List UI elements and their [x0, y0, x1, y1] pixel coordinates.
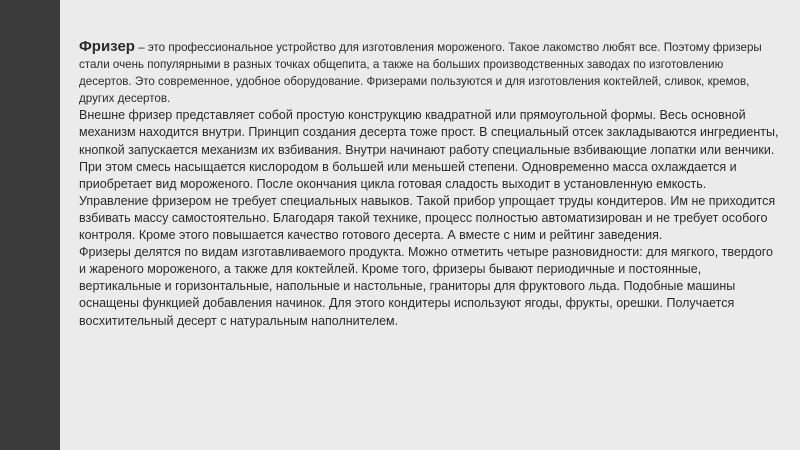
slide-text-body — [79, 38, 779, 330]
left-accent-bar — [0, 0, 60, 450]
intro-paragraph — [79, 38, 779, 107]
paragraph-control: Управление фризером не требует специальных навыков. Такой прибор упрощает труды кондитеров. Им не приходится взбивать массу самостоятельно. Благодаря такой технике, процесс полностью автоматизирован и не требует особого контроля. Кроме этого повышается качество готового десерта. А вместе с ним и рейтинг заведения. — [79, 193, 776, 243]
term-heading: Фризер — [79, 38, 135, 55]
intro-text: – это профессиональное устройство для изготовления мороженого. Такое лакомство любят все. Поэтому фризеры стали очень популярными в разных точках общепита, а также на больших производственных заводах по изготовлению десертов. Это современное, удобное оборудование. Фризерами пользуются и для изготовления коктейлей, сливок, кремов, других десертов. — [79, 41, 762, 106]
paragraph-construction: Внешне фризер представляет собой простую конструкцию квадратной или прямоугольной формы. Весь основной механизм находится внутри. Принцип создания десерта тоже прост. В специальный отсек закладываются ингредиенты, кнопкой запускается механизм их взбивания. Внутри начинают работу специальные взбивающие лопатки или венчики. При этом смесь насыщается кислородом в большей или меньшей степени. Одновременно масса охлаждается и приобретает вид мороженого. После окончания цикла готовая сладость выходит в установленную емкость. — [79, 108, 779, 191]
paragraph-types: Фризеры делятся по видам изготавливаемого продукта. Можно отметить четыре разновидности: для мягкого, твердого и жареного мороженого, а также для коктейлей. Кроме того, фризеры бывают периодичные и постоянные, вертикальные и горизонтальные, напольные и настольные, граниторы для фруктового льда. Подобные машины оснащены функцией добавления начинок. Для этого кондитеры используют ягоды, фрукты, орешки. Получается восхитительный десерт с натуральным наполнителем. — [79, 245, 774, 328]
